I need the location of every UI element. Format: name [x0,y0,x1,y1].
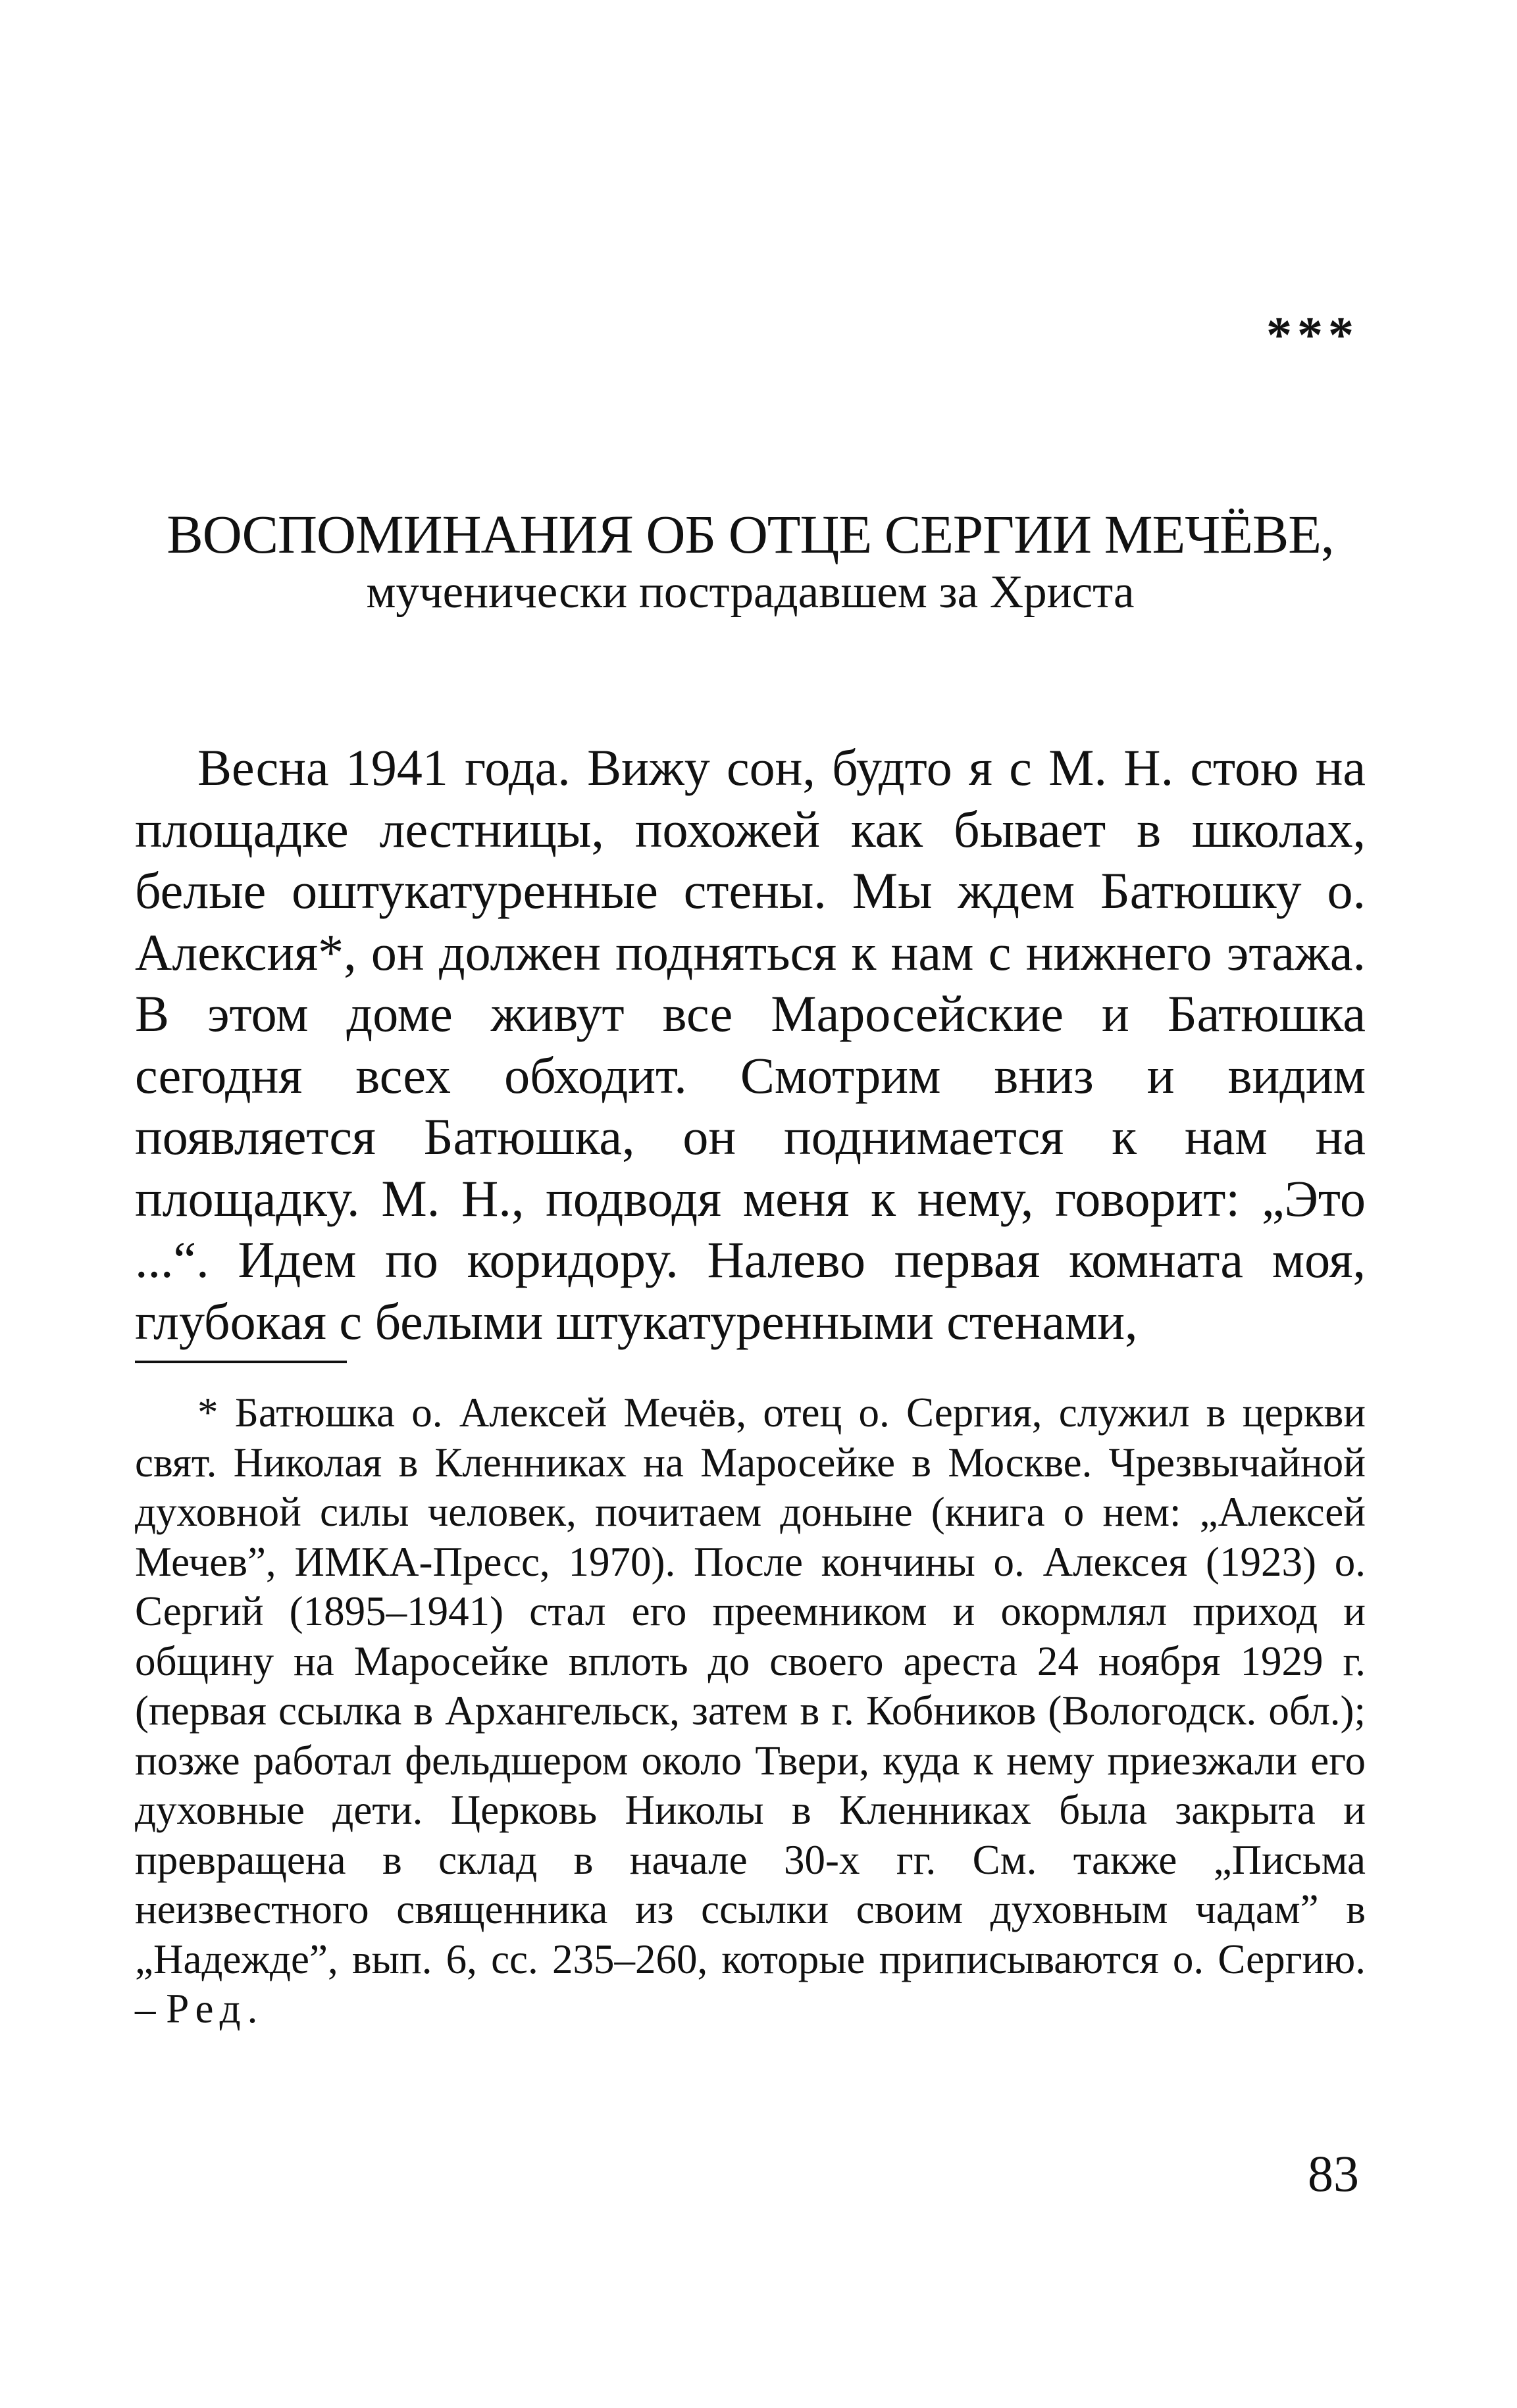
chapter-subtitle: мученически пострадавшем за Христа [366,566,1135,618]
chapter-title: ВОСПОМИНАНИЯ ОБ ОТЦЕ СЕРГИИ МЕЧЁВЕ, [167,504,1334,564]
body-paragraph: Весна 1941 года. Вижу сон, будто я с М. Н. стою на площадке лестницы, похожей как бывает в школах, белые оштукатуренные стены. Мы ждем Батюшку о. Алексия*, он должен подняться к нам с нижнего этажа. В этом доме живут все Маросейские и Батюшка сегодня всех обходит. Смотрим вниз и видим появляется Батюшка, он поднимается к нам на площадку. М. Н., подводя меня к нему, говорит: „Это ...“. Идем по коридору. Налево первая комната моя, глубокая с белыми штукатуренными стенами, [135,739,1366,1350]
footnote-signature: Ред. [166,1986,265,2032]
footnote-text: * Батюшка о. Алексей Мечёв, отец о. Сергия, служил в церкви свят. Николая в Кленниках на Маросейке в Москве. Чрезвычайной духовной силы человек, почитаем доныне (книга о нем: „Алексей Мечев”, ИМКА-Пресс, 1970). После кончины о. Алексея (1923) о. Сергий (1895–1941) стал его преемником и окормлял приход и общину на Маросейке вплоть до своего ареста 24 ноября 1929 г. (первая ссылка в Архангельск, затем в г. Кобников (Вологодск. обл.); позже работал фельдшером около Твери, куда к нему приезжали его духовные дети. Церковь Николы в Кленниках была закрыта и превращена в склад в начале 30-х гг. См. также „Письма неизвестного священника из ссылки своим духовным чадам” в „Надежде”, вып. 6, сс. 235–260, которые приписываются о. Сергию. – [135,1390,1366,2032]
footnote-separator [135,1361,347,1363]
page-number: 83 [1308,2145,1359,2202]
footnote [135,1388,1366,2034]
section-mark: *** [1266,306,1359,363]
